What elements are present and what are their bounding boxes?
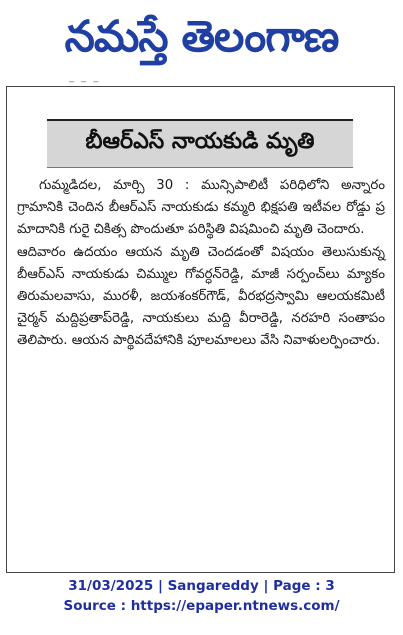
news-clipping: [6, 81, 395, 573]
article-body: [17, 175, 385, 353]
masthead-logo: నమస్తే తెలంగాణ: [64, 11, 339, 62]
headline-box: [47, 119, 353, 168]
footer-source-line: Source : https://epaper.ntnews.com/: [63, 598, 340, 614]
newspaper-masthead: [6, 4, 397, 70]
footer-date-line: 31/03/2025 | Sangareddy | Page : 3: [68, 578, 335, 594]
torn-edge-mark: ‾ ‾ ‾: [69, 81, 101, 92]
article-headline: బీఆర్ఎస్ నాయకుడి మృతి: [85, 129, 315, 154]
article-paragraph-2: ఆదివారం ఉదయం ఆయన మృతి చెందడంతో విషయం తెలుసుకున్న బీఆర్ఎస్ నాయకుడు చిమ్ముల గోవర్ధన్‌రెడ్డి, మాజీ సర్పంచ్‌లు మ్యాకం తిరుమలవాసు, మురళీ, జయశంకర్‌గౌడ్, వీరభద్రస్వామి ఆలయకమిటీ చైర్మన్ మద్దిప్రతాప్‌రెడ్డి, నాయకులు మద్ది వీరారెడ్డి, నరహరి సంతాపం తెలిపారు. ఆయన పార్థివదేహానికి పూలమాలలు వేసి నివాళులర్పించారు.: [17, 244, 385, 349]
article-paragraph-1: గుమ్మడిదల, మార్చి 30 : మున్సిపాలిటీ పరిధిలోని అన్నారం గ్రామానికి చెందిన బీఆర్ఎస్ నాయకుడు కమ్మరి భిక్షపతి ఇటీవల రోడ్డు ప్రమాదానికి గురై చికిత్స పొందుతూ పరిస్థితి విషమించి మృతి చెందారు.: [17, 178, 385, 238]
source-footer: [0, 576, 403, 616]
